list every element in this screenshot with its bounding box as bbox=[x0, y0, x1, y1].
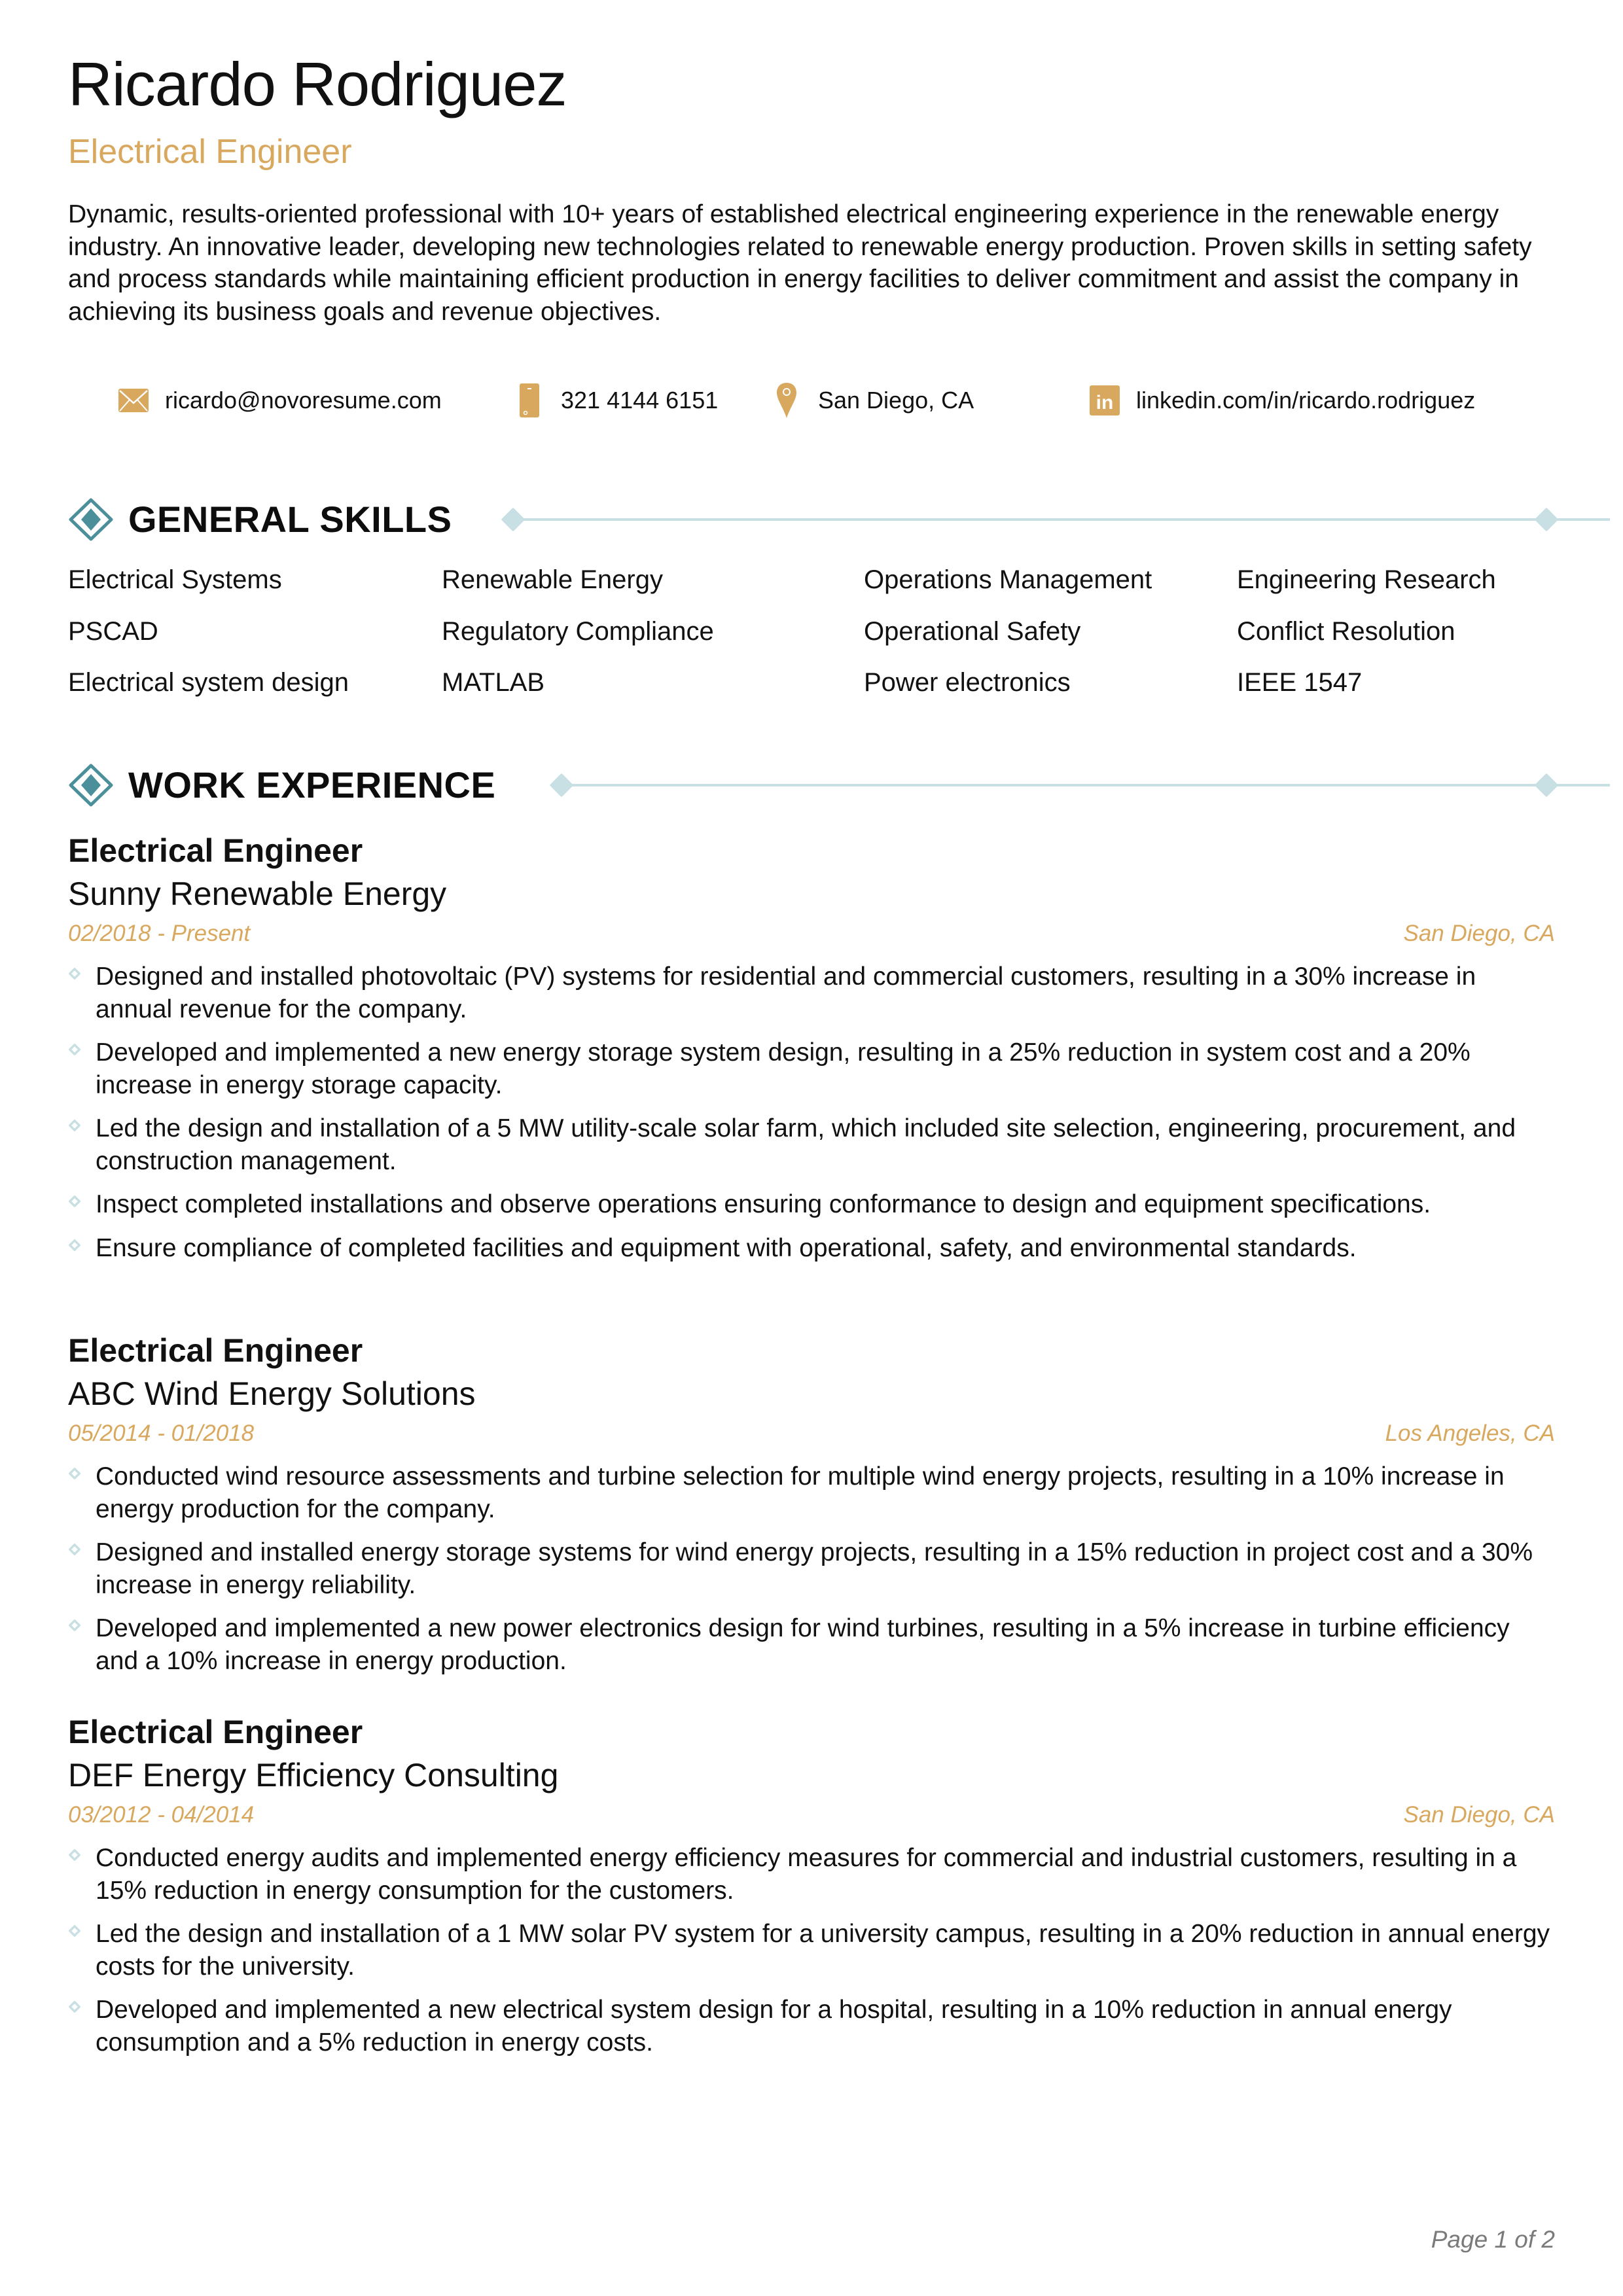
contact-bar bbox=[118, 382, 1558, 419]
job-company: DEF Energy Efficiency Consulting bbox=[68, 1757, 559, 1793]
bullet-text: Conducted energy audits and implemented energy efficiency measures for commercial and industrial customers, resulting in a 15% reduction in energy consumption for the customers. bbox=[96, 1844, 1517, 1905]
job-entry bbox=[68, 831, 1555, 1275]
bullet-diamond-icon bbox=[68, 1119, 80, 1131]
skill-item: Electrical system design bbox=[68, 668, 349, 697]
candidate-name: Ricardo Rodriguez bbox=[68, 50, 567, 118]
experience-heading: WORK EXPERIENCE bbox=[128, 764, 496, 805]
contact-phone-text: 321 4144 6151 bbox=[561, 387, 719, 414]
bullet-diamond-icon bbox=[68, 1239, 80, 1251]
linkedin-icon bbox=[1089, 385, 1120, 416]
section-diamond-icon bbox=[68, 764, 114, 807]
job-meta bbox=[68, 1417, 1555, 1460]
job-role: Electrical Engineer bbox=[68, 832, 363, 869]
job-bullet bbox=[68, 1918, 1555, 1983]
job-bullet bbox=[68, 1188, 1555, 1221]
skill-item: Engineering Research bbox=[1237, 565, 1496, 594]
contact-linkedin[interactable] bbox=[1089, 382, 1475, 419]
contact-phone[interactable] bbox=[514, 382, 718, 419]
rule-end-diamond-icon bbox=[1535, 773, 1559, 798]
contact-email-text: ricardo@novoresume.com bbox=[165, 387, 442, 414]
job-location: San Diego, CA bbox=[1403, 1802, 1555, 1828]
bullet-diamond-icon bbox=[68, 1043, 80, 1055]
rule-end-diamond-icon bbox=[1535, 508, 1559, 532]
job-location: San Diego, CA bbox=[1403, 921, 1555, 946]
bullet-diamond-icon bbox=[68, 967, 80, 980]
bullet-text: Designed and installed photovoltaic (PV) systems for residential and commercial customers, resulting in a 30% increase in annual revenue for the company. bbox=[96, 963, 1476, 1023]
bullet-text: Led the design and installation of a 1 MW solar PV system for a university campus, resulting in a 20% reduction in annual energy costs for the university. bbox=[96, 1920, 1550, 1981]
contact-email[interactable] bbox=[118, 382, 442, 419]
bullet-diamond-icon bbox=[68, 1195, 80, 1207]
bullet-diamond-icon bbox=[68, 1619, 80, 1631]
job-bullets bbox=[68, 1842, 1555, 2058]
bullet-diamond-icon bbox=[68, 1848, 80, 1861]
section-diamond-icon bbox=[68, 498, 114, 541]
bullet-diamond-icon bbox=[68, 1924, 80, 1937]
email-icon bbox=[118, 385, 149, 416]
skill-item: Renewable Energy bbox=[442, 565, 663, 594]
bullet-text: Conducted wind resource assessments and turbine selection for multiple wind energy projects, resulting in a 10% increase in energy production for the company. bbox=[96, 1462, 1505, 1523]
job-dates: 02/2018 - Present bbox=[68, 921, 251, 946]
candidate-title: Electrical Engineer bbox=[68, 133, 352, 171]
job-bullet bbox=[68, 1112, 1555, 1177]
section-heading-experience bbox=[68, 762, 1555, 808]
skill-item: MATLAB bbox=[442, 668, 545, 697]
job-bullet bbox=[68, 1460, 1555, 1525]
job-bullet bbox=[68, 1994, 1555, 2058]
bullet-text: Inspect completed installations and observe operations ensuring conformance to design and equipment specifications. bbox=[96, 1190, 1431, 1218]
bullet-text: Designed and installed energy storage systems for wind energy projects, resulting in a 15% reduction in project cost and a 30% increase in energy reliability. bbox=[96, 1538, 1533, 1599]
bullet-text: Developed and implemented a new electrical system design for a hospital, resulting in a 10% reduction in annual energy consumption and a 5% reduction in energy costs. bbox=[96, 1996, 1452, 2057]
job-bullet bbox=[68, 1036, 1555, 1101]
section-heading-skills bbox=[68, 497, 1555, 542]
job-role: Electrical Engineer bbox=[68, 1332, 363, 1369]
bullet-text: Led the design and installation of a 5 MW utility-scale solar farm, which included site selection, engineering, procurement, and construction management. bbox=[96, 1114, 1516, 1175]
location-icon bbox=[771, 385, 802, 416]
job-bullet bbox=[68, 961, 1555, 1025]
summary-paragraph: Dynamic, results-oriented professional with 10+ years of established electrical engineering experience in the renewable energy industry. An innovative leader, developing new technologies related to renewable energy production. Proven skills in setting safety and process standards while maintaining efficient production in energy facilities to deliver commitment and assist the company in achieving its business goals and revenue objectives. bbox=[68, 200, 1532, 326]
job-meta bbox=[68, 1799, 1555, 1842]
skill-item: Power electronics bbox=[864, 668, 1071, 697]
bullet-text: Developed and implemented a new power electronics design for wind turbines, resulting in a 5% increase in turbine efficiency and a 10% increase in energy production. bbox=[96, 1614, 1510, 1675]
skill-item: Regulatory Compliance bbox=[442, 617, 714, 646]
svg-text:in: in bbox=[1096, 392, 1114, 414]
section-rule bbox=[513, 518, 1610, 521]
job-bullet bbox=[68, 1536, 1555, 1601]
job-bullets bbox=[68, 1460, 1555, 1677]
skill-item: Operational Safety bbox=[864, 617, 1081, 646]
job-role: Electrical Engineer bbox=[68, 1714, 363, 1750]
bullet-text: Developed and implemented a new energy storage system design, resulting in a 25% reduction in system cost and a 20% increase in energy storage capacity. bbox=[96, 1038, 1471, 1099]
job-bullet bbox=[68, 1232, 1555, 1265]
job-company: Sunny Renewable Energy bbox=[68, 875, 447, 912]
job-bullet bbox=[68, 1842, 1555, 1907]
skill-item: Conflict Resolution bbox=[1237, 617, 1455, 646]
section-rule bbox=[562, 784, 1610, 786]
bullet-diamond-icon bbox=[68, 1467, 80, 1479]
job-company: ABC Wind Energy Solutions bbox=[68, 1375, 476, 1412]
phone-icon bbox=[514, 385, 545, 416]
job-bullet bbox=[68, 1612, 1555, 1677]
skills-heading: GENERAL SKILLS bbox=[128, 499, 452, 540]
bullet-text: Ensure compliance of completed facilities and equipment with operational, safety, and environmental standards. bbox=[96, 1233, 1357, 1262]
bullet-diamond-icon bbox=[68, 2000, 80, 2013]
contact-linkedin-text: linkedin.com/in/ricardo.rodriguez bbox=[1136, 387, 1476, 414]
job-dates: 05/2014 - 01/2018 bbox=[68, 1421, 255, 1446]
page-number: Page 1 of 2 bbox=[1431, 2226, 1555, 2253]
job-entry bbox=[68, 1331, 1555, 1688]
job-location: Los Angeles, CA bbox=[1385, 1421, 1555, 1446]
skill-item: IEEE 1547 bbox=[1237, 668, 1363, 697]
contact-location[interactable] bbox=[771, 382, 974, 419]
job-dates: 03/2012 - 04/2014 bbox=[68, 1802, 255, 1828]
skill-item: Operations Management bbox=[864, 565, 1152, 594]
job-bullets bbox=[68, 961, 1555, 1264]
job-meta bbox=[68, 917, 1555, 961]
job-entry bbox=[68, 1712, 1555, 2070]
skill-item: PSCAD bbox=[68, 617, 158, 646]
bullet-diamond-icon bbox=[68, 1543, 80, 1555]
contact-location-text: San Diego, CA bbox=[818, 387, 974, 414]
skill-item: Electrical Systems bbox=[68, 565, 282, 594]
